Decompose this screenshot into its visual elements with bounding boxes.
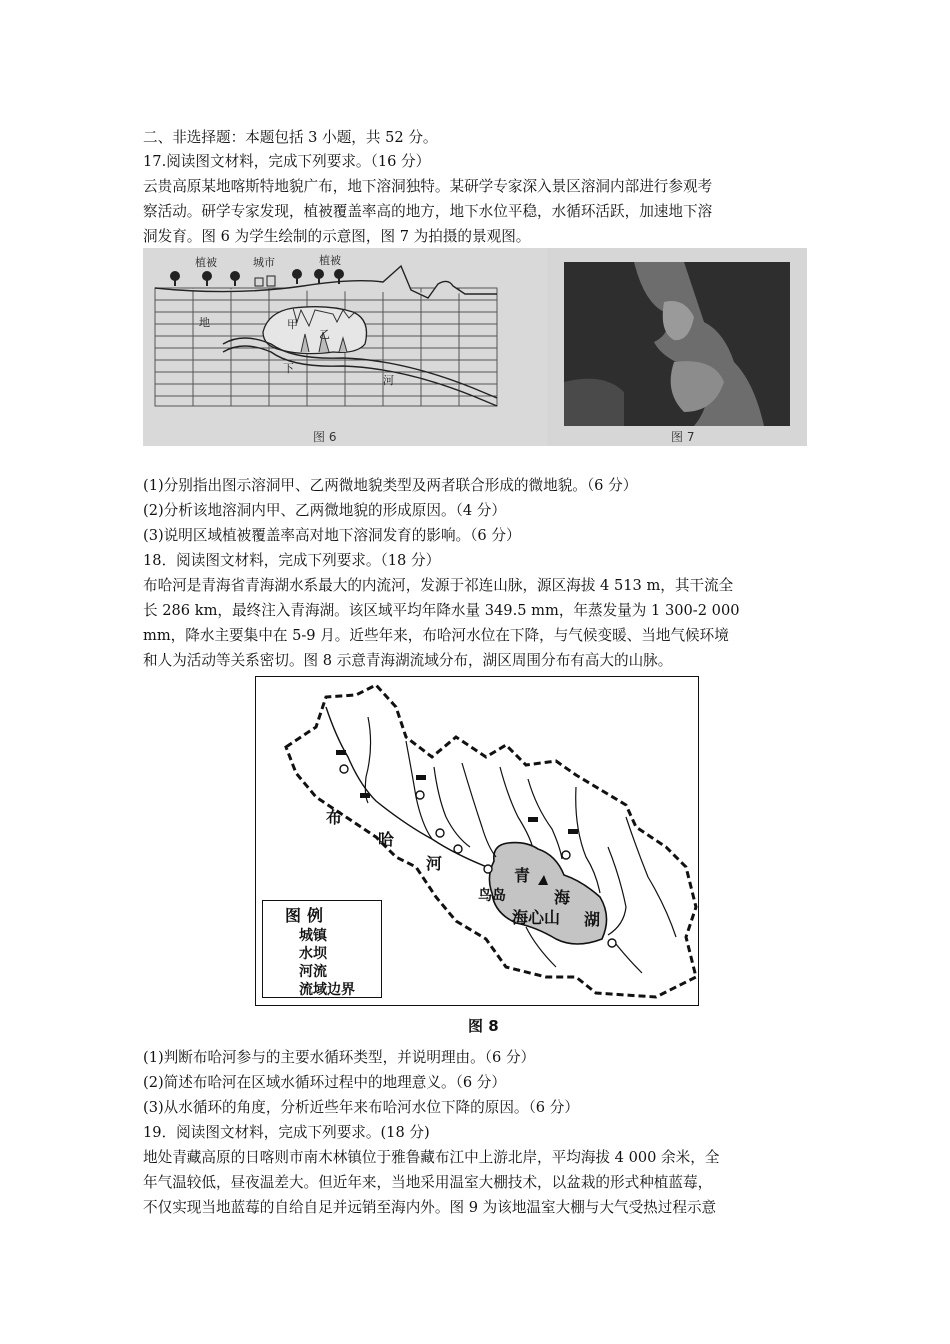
q18-question-3: (3)从水循环的角度，分析近些年来布哈河水位下降的原因。（6 分） (143, 1099, 579, 1116)
lake-label-char: 湖 (584, 910, 601, 929)
figure-7-caption: 图 7 (671, 430, 695, 444)
cave-photo-texture (564, 262, 790, 426)
q17-material-line: 洞发育。图 6 为学生绘制的示意图，图 7 为拍摄的景观图。 (143, 228, 531, 245)
figure-8-caption: 图 8 (468, 1017, 499, 1035)
map-legend: 图例 城镇 水坝 河流 流域边界 (262, 900, 382, 998)
q19-material-line: 不仅实现当地蓝莓的自给自足并远销至海内外。图 9 为该地温室大棚与大气受热过程示意 (143, 1199, 717, 1216)
section-heading: 二、非选择题：本题包括 3 小题，共 52 分。 (143, 129, 438, 146)
q18-material-line: 布哈河是青海省青海湖水系最大的内流河，发源于祁连山脉，源区海拔 4 513 m，其干流全 (143, 577, 734, 594)
karst-section-drawing (143, 248, 547, 446)
cave-photo (564, 262, 790, 426)
q18-question-1: (1)判断布哈河参与的主要水循环类型，并说明理由。（6 分） (143, 1049, 536, 1066)
label-vegetation-left: 植被 (195, 256, 217, 269)
figure-8-qinghai-lake-map (255, 676, 699, 1006)
q17-material-line: 察活动。研学专家发现，植被覆盖率高的地方，地下水位平稳，水循环活跃，加速地下溶 (143, 203, 713, 220)
q18-material-line: mm，降水主要集中在 5-9 月。近些年来，布哈河水位在下降，与气候变暖、当地气候环境 (143, 627, 729, 644)
label-xia: 下 (283, 362, 294, 375)
q17-question-2: (2)分析该地溶洞内甲、乙两微地貌的形成原因。（4 分） (143, 502, 506, 519)
river-label-char: 布 (326, 808, 343, 827)
q19-material-line: 地处青藏高原的日喀则市南木林镇位于雅鲁藏布江中上游北岸，平均海拔 4 000 余米，全 (143, 1149, 720, 1166)
bird-island-label: 鸟岛 (478, 888, 506, 904)
lake-label-char: 青 (514, 866, 531, 885)
q18-question-2: (2)简述布哈河在区域水循环过程中的地理意义。（6 分） (143, 1074, 506, 1091)
q17-question-3: (3)说明区域植被覆盖率高对地下溶洞发育的影响。（6 分） (143, 527, 521, 544)
q19-title: 19．阅读图文材料，完成下列要求。(18 分) (143, 1124, 430, 1141)
label-vegetation-right: 植被 (319, 254, 341, 267)
figure-7-cave-photo (547, 248, 807, 446)
q19-material-line: 年气温较低，昼夜温差大。但近年来，当地采用温室大棚技术，以盆栽的形式种植蓝莓， (143, 1174, 713, 1191)
river-label-char: 哈 (378, 830, 395, 849)
label-city: 城市 (253, 256, 275, 269)
label-yi: 乙 (319, 328, 330, 341)
label-he: 河 (383, 374, 394, 387)
q17-title: 17.阅读图文材料，完成下列要求。（16 分） (143, 153, 431, 170)
legend-title: 图例 (285, 906, 330, 925)
q17-question-1: (1)分别指出图示溶洞甲、乙两微地貌类型及两者联合形成的微地貌。（6 分） (143, 477, 638, 494)
q18-title: 18．阅读图文材料，完成下列要求。（18 分） (143, 552, 441, 569)
q18-material-line: 长 286 km，最终注入青海湖。该区域平均年降水量 349.5 mm，年蒸发量为 1 300-2 000 (143, 602, 740, 619)
figure-6-karst-diagram (143, 248, 547, 446)
q18-material-line: 和人为活动等关系密切。图 8 示意青海湖流域分布，湖区周围分布有高大的山脉。 (143, 652, 673, 669)
label-di: 地 (199, 316, 210, 329)
label-jia: 甲 (287, 318, 298, 331)
mountain-label: 海心山 (512, 908, 561, 927)
q17-material-line: 云贵高原某地喀斯特地貌广布，地下溶洞独特。某研学专家深入景区溶洞内部进行参观考 (143, 178, 713, 195)
river-label-char: 河 (426, 854, 443, 873)
lake-label-char: 海 (554, 888, 571, 907)
figure-6-caption: 图 6 (313, 430, 337, 444)
